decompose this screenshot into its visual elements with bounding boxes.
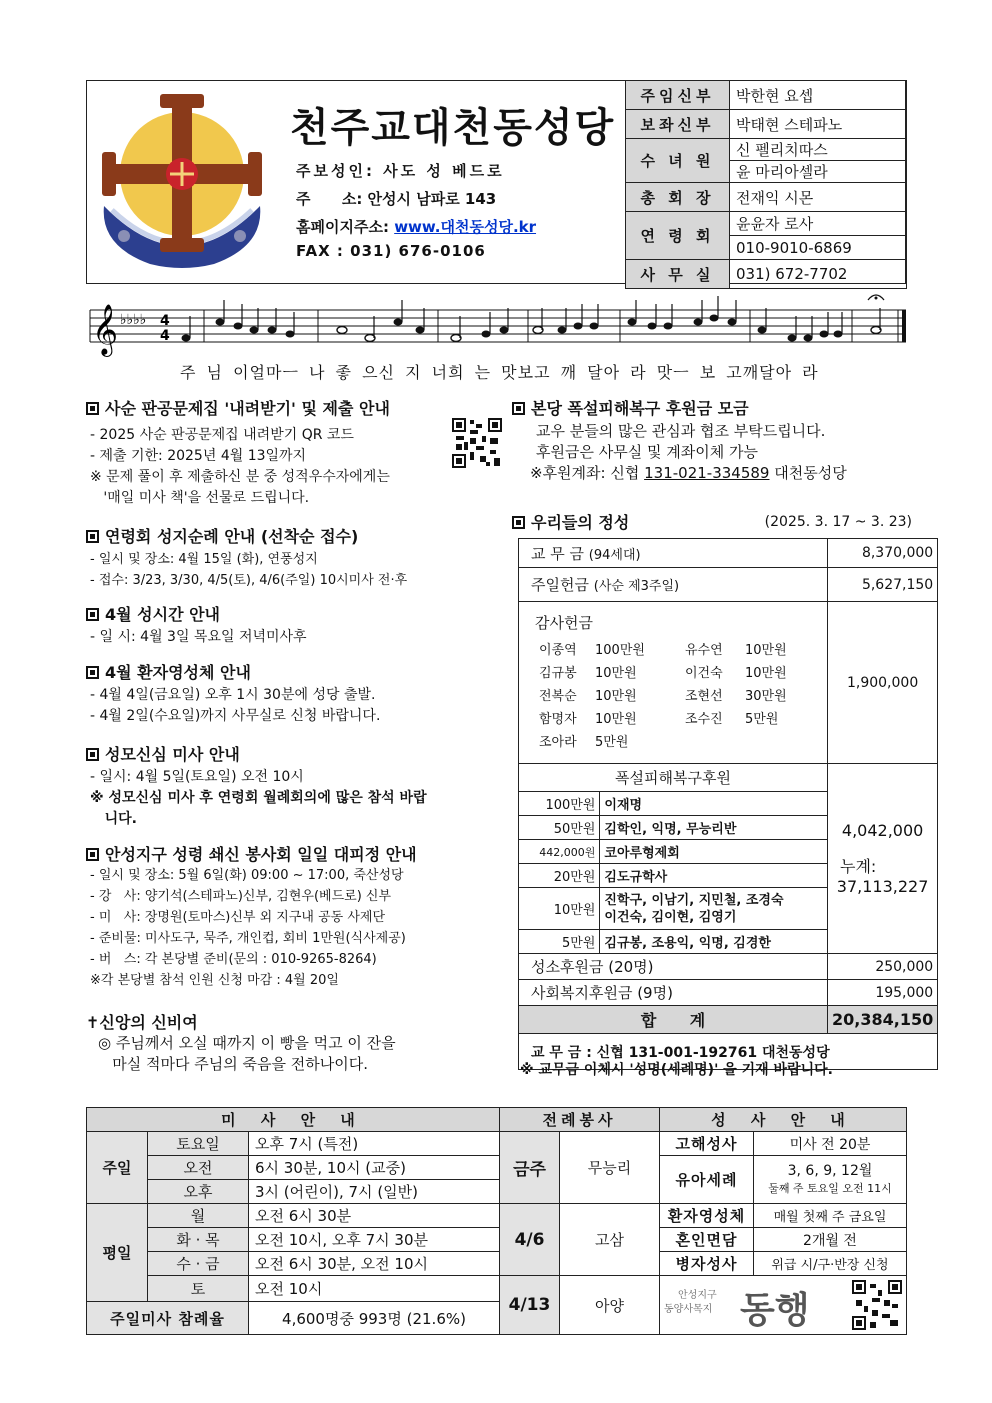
cumulative-amount: 37,113,227	[836, 877, 929, 896]
offering-row	[519, 539, 938, 568]
thanks-donors	[523, 637, 823, 754]
staff-name: 박태현 스테파노	[730, 110, 907, 139]
staff-name-2: 010-9010-6869	[730, 236, 907, 260]
liturgy-header: 전례봉사	[500, 1108, 660, 1132]
schedule-row	[87, 1204, 907, 1228]
staff-row	[626, 260, 907, 289]
donghaeng-ad-inner	[660, 1276, 906, 1334]
total-label: 합 계	[519, 1006, 828, 1034]
section-line: - 미 사: 장명원(토마스)신부 외 지구내 공동 사제단	[90, 910, 386, 925]
staff-row	[626, 212, 907, 236]
section-line: 교우 분들의 많은 관심과 협조 부탁드립니다.	[536, 422, 826, 440]
donor-amount: 10만원	[745, 643, 787, 658]
mass-day: 화 · 목	[148, 1228, 249, 1252]
sunday-amount: 5,627,150	[828, 568, 938, 602]
staff-role: 연 령 회	[626, 212, 730, 260]
staff-role: 총 회 장	[626, 183, 730, 212]
section-line: ※ 문제 풀이 후 제출하신 분 중 성적우수자에게는	[90, 469, 390, 485]
square-bullet-icon	[86, 666, 99, 679]
liturgy-group: 아양	[560, 1276, 660, 1335]
relief-amount: 20만원	[519, 864, 600, 888]
sunday-label-text: 주일헌금	[531, 576, 589, 594]
liturgy-group: 고삼	[560, 1204, 660, 1276]
sacrament-info-2: 둘째 주 토요일 오전 11시	[768, 1181, 892, 1195]
section-line: - 제출 기한: 2025년 4월 13일까지	[90, 448, 307, 464]
thanks-label: 감사헌금	[535, 614, 593, 632]
mass-time: 3시 (어린이), 7시 (일반)	[249, 1180, 500, 1204]
ad-small-text-2: 동양사목지	[664, 1304, 713, 1315]
section-line: - 버 스: 각 본당별 준비(문의 : 010-9265-8264)	[90, 952, 377, 967]
sacrament-info: 3, 6, 9, 12월	[787, 1162, 873, 1179]
address-label: 주 소:	[296, 190, 363, 208]
section-title	[86, 398, 390, 419]
mass-group-weekday: 평일	[87, 1204, 148, 1302]
staff-table	[625, 80, 907, 289]
donor-amount: 10만원	[595, 666, 637, 681]
section-line: - 일시 및 장소: 4월 15일 (화), 연풍성지	[90, 552, 318, 567]
section-line: ※ 성모신심 미사 후 연령회 월례회의에 많은 참석 바랍	[90, 790, 427, 806]
section-title	[86, 604, 307, 625]
staff-row	[626, 110, 907, 139]
qr-code-icon[interactable]	[452, 418, 502, 468]
welfare-amount: 195,000	[828, 980, 938, 1006]
offering-row	[519, 568, 938, 602]
thanks-cell	[519, 602, 828, 764]
section-line: - 2025 사순 판공문제집 내려받기 QR 코드	[90, 427, 354, 443]
donor-name: 김규봉	[539, 666, 577, 681]
church-logo-icon	[94, 86, 270, 272]
donghaeng-ad	[660, 1276, 907, 1335]
svg-text:♭♭♭♭: ♭♭♭♭	[120, 312, 147, 328]
svg-text:4: 4	[160, 328, 170, 344]
donor-name: 조아라	[539, 735, 577, 750]
sacrament-header: 성 사 안 내	[660, 1108, 907, 1132]
mass-day: 토	[148, 1276, 249, 1302]
square-bullet-icon	[86, 608, 99, 621]
donor-amount: 5만원	[595, 735, 629, 750]
section-line: - 강 사: 양기석(스테파노)신부, 김현우(베드로) 신부	[90, 889, 392, 904]
relief-names: 진학구, 이남기, 지민철, 조경숙	[604, 892, 784, 908]
section-line: 마실 적마다 주님의 죽음을 전하나이다.	[98, 1055, 368, 1073]
offering-row	[519, 602, 938, 764]
mass-day: 오전	[148, 1156, 249, 1180]
address-value: 안성시 남파로 143	[367, 190, 497, 208]
welfare-label: 사회복지후원금 (9명)	[519, 980, 828, 1006]
staff-name: 박한현 요셉	[730, 81, 907, 110]
square-bullet-icon	[86, 848, 99, 861]
section-title-text: 4월 성시간 안내	[105, 605, 221, 624]
staff-role: 사 무 실	[626, 260, 730, 289]
section-line: - 일 시: 4월 3일 목요일 저녁미사후	[90, 629, 307, 645]
staff-role: 보좌신부	[626, 110, 730, 139]
section-snow-relief	[512, 398, 847, 484]
offering-total-row	[519, 1006, 938, 1034]
offering-note: ※ 교무금 이체시 '성명(세례명)' 을 기재 바랍니다.	[520, 1062, 833, 1078]
relief-amount: 50만원	[519, 816, 600, 840]
mass-day: 수 · 금	[148, 1252, 249, 1276]
relief-amount: 100만원	[519, 792, 600, 816]
section-mystery-of-faith	[86, 1012, 396, 1075]
staff-name: 윤윤자 로사	[730, 212, 907, 236]
donor-name: 전복순	[539, 689, 577, 704]
mass-day: 오후	[148, 1180, 249, 1204]
section-line: - 4월 2일(수요일)까지 사무실로 신청 바랍니다.	[90, 708, 381, 724]
section-retreat	[86, 844, 417, 991]
donor-name: 이종역	[539, 643, 577, 658]
liturgy-date: 금주	[500, 1132, 560, 1204]
mass-time: 오전 10시	[249, 1276, 500, 1302]
mass-group-sunday: 주일	[87, 1132, 148, 1204]
section-line: 후원금은 사무실 및 계좌이체 가능	[536, 443, 758, 461]
section-title-text: 4월 환자영성체 안내	[105, 663, 251, 682]
kyomu-amount: 8,370,000	[828, 539, 938, 568]
sacrament-name: 유아세례	[660, 1156, 754, 1204]
sacrament-info: 2개월 전	[754, 1228, 907, 1252]
relief-names: 코아루형제회	[600, 840, 828, 864]
liturgy-group: 무능리	[560, 1132, 660, 1204]
song-lyrics: 주 님 이얼마ㅡ 나 좋 으신 지 너희 는 맛보고 깨 달아 라 맛ㅡ 보 고깨달아 라	[180, 363, 819, 382]
donor-name: 조수진	[685, 712, 723, 727]
section-line: ◎ 주님께서 오실 때까지 이 빵을 먹고 이 잔을	[98, 1034, 396, 1052]
relief-amount: 5만원	[519, 930, 600, 954]
homepage-link[interactable]: www.대천동성당.kr	[394, 218, 537, 236]
section-line: - 4월 4일(금요일) 오후 1시 30분에 성당 출발.	[90, 687, 376, 703]
mass-time: 오후 7시 (특전)	[249, 1132, 500, 1156]
donor-name: 조현선	[685, 689, 723, 704]
schedule-table	[86, 1107, 907, 1335]
offering-row	[519, 954, 938, 980]
cumulative-label: 누계:	[840, 857, 877, 876]
relief-total-cell	[828, 764, 938, 954]
account-line	[512, 463, 847, 484]
section-line: - 일시 및 장소: 5월 6일(화) 09:00 ~ 17:00, 죽산성당	[90, 868, 404, 883]
schedule-row	[87, 1252, 907, 1276]
section-line: - 접수: 3/23, 3/30, 4/5(토), 4/6(주일) 10시미사 전·후	[90, 573, 408, 588]
relief-total: 4,042,000	[841, 821, 924, 840]
staff-name: 031) 672-7702	[730, 260, 907, 289]
relief-names-cell	[600, 888, 828, 930]
section-title	[512, 398, 847, 419]
relief-names: 이재명	[600, 792, 828, 816]
donor-amount: 10만원	[595, 712, 637, 727]
sacrament-name: 고해성사	[660, 1132, 754, 1156]
homepage-line	[296, 216, 536, 237]
kyomu-label	[519, 539, 828, 568]
fax-line: FAX : 031) 676-0106	[296, 242, 486, 260]
ad-small-text-1: 안성지구	[678, 1290, 717, 1301]
relief-names: 김규봉, 조용익, 익명, 김경한	[600, 930, 828, 954]
offering-heading	[512, 512, 912, 533]
kyomu-label-text: 교 무 금	[531, 544, 585, 563]
mass-day: 월	[148, 1204, 249, 1228]
donor-name: 유수연	[685, 643, 723, 658]
homepage-label: 홈페이지주소:	[296, 218, 389, 236]
donor-amount: 10만원	[745, 666, 787, 681]
sunday-label	[519, 568, 828, 602]
staff-name: 신 펠리치따스	[730, 139, 907, 161]
relief-label: 폭설피해복구후원	[519, 764, 828, 792]
offering-row	[519, 980, 938, 1006]
sacrament-name: 혼인면담	[660, 1228, 754, 1252]
donor-amount: 100만원	[595, 643, 645, 658]
donor-amount: 10만원	[595, 689, 637, 704]
offering-period: (2025. 3. 17 ~ 3. 23)	[764, 514, 912, 530]
patron-saint: 주보성인: 사도 성 베드로	[296, 162, 505, 180]
staff-row	[626, 81, 907, 110]
square-bullet-icon	[512, 516, 525, 529]
section-title	[86, 744, 427, 765]
square-bullet-icon	[86, 748, 99, 761]
sunday-note: (사순 제3주일)	[593, 579, 680, 594]
section-marian-mass	[86, 744, 427, 830]
relief-amount: 442,000원	[519, 840, 600, 864]
section-title-text: 성모신심 미사 안내	[105, 745, 240, 764]
schedule-row	[87, 1156, 907, 1180]
church-title: 천주교대천동성당	[290, 105, 616, 151]
account-name: 대천동성당	[774, 464, 847, 482]
square-bullet-icon	[86, 530, 99, 543]
mass-time: 6시 30분, 10시 (교중)	[249, 1156, 500, 1180]
svg-text:4: 4	[160, 313, 170, 329]
schedule-row	[87, 1276, 907, 1302]
sacrament-name: 병자성사	[660, 1252, 754, 1276]
section-sick-communion	[86, 662, 380, 727]
section-title	[512, 512, 912, 533]
section-title-text: 연령회 성지순례 안내 (선착순 접수)	[105, 527, 359, 546]
kyomu-note: (94세대)	[588, 547, 641, 563]
mass-day: 토요일	[148, 1132, 249, 1156]
section-line: 니다.	[90, 811, 137, 827]
relief-header-row	[519, 764, 938, 792]
mass-header: 미 사 안 내	[87, 1108, 500, 1132]
staff-name-2: 윤 마리아셀라	[730, 161, 907, 183]
schedule-row	[87, 1228, 907, 1252]
sacrament-info: 매월 첫째 주 금요일	[754, 1204, 907, 1228]
sacrament-info-cell	[754, 1156, 907, 1204]
sacrament-info: 미사 전 20분	[754, 1132, 907, 1156]
section-lent-workbook	[86, 398, 390, 509]
account-label: ※후원계좌: 신협	[530, 464, 640, 482]
section-title	[86, 526, 407, 547]
donor-amount: 30만원	[745, 689, 787, 704]
section-title	[86, 662, 380, 683]
sacrament-name: 환자영성체	[660, 1204, 754, 1228]
section-title-text: 우리들의 정성	[531, 513, 630, 532]
schedule-row	[87, 1132, 907, 1156]
section-holy-hour	[86, 604, 307, 648]
staff-name: 전재익 시몬	[730, 183, 907, 212]
mass-time: 오전 10시, 오후 7시 30분	[249, 1228, 500, 1252]
ad-qr-code-icon[interactable]	[852, 1280, 902, 1330]
section-title-text: 본당 폭설피해복구 후원금 모금	[531, 399, 749, 418]
relief-names: 김학인, 익명, 무능리반	[600, 816, 828, 840]
account-number: 131-021-334589	[644, 464, 770, 482]
svg-text:𝄞: 𝄞	[92, 304, 119, 355]
attendance-label: 주일미사 참례율	[87, 1302, 249, 1335]
liturgy-date: 4/6	[500, 1204, 560, 1276]
offering-table	[518, 538, 938, 1070]
address-line	[296, 188, 496, 209]
staff-role: 주임신부	[626, 81, 730, 110]
schedule-header-row	[87, 1108, 907, 1132]
section-title-text: 안성지구 성령 쇄신 봉사회 일일 대피정 안내	[105, 845, 417, 864]
section-title: ✝신앙의 신비여	[86, 1013, 198, 1032]
staff-row	[626, 139, 907, 161]
total-amount: 20,384,150	[828, 1006, 938, 1034]
donor-name: 함명자	[539, 712, 577, 727]
relief-names-2: 이건숙, 김이현, 김영기	[604, 909, 737, 925]
section-pilgrimage	[86, 526, 407, 591]
donor-amount: 5만원	[745, 712, 779, 727]
section-title	[86, 844, 417, 865]
seongso-label: 성소후원금 (20명)	[519, 954, 828, 980]
sacrament-info: 위급 시/구·반장 신청	[754, 1252, 907, 1276]
ad-big-text: 동행	[740, 1289, 810, 1331]
donor-name: 이건숙	[685, 666, 723, 681]
staff-role: 수 녀 원	[626, 139, 730, 183]
section-line: '매일 미사 책'을 선물로 드립니다.	[90, 490, 310, 506]
relief-amount: 10만원	[519, 888, 600, 930]
attendance-value: 4,600명중 993명 (21.6%)	[249, 1302, 500, 1335]
section-line: - 일시: 4월 5일(토요일) 오전 10시	[90, 769, 304, 785]
staff-row	[626, 183, 907, 212]
square-bullet-icon	[512, 402, 525, 415]
section-line: ※각 본당별 참석 인원 신청 마감 : 4월 20일	[90, 973, 339, 988]
section-line: - 준비물: 미사도구, 묵주, 개인컵, 회비 1만원(식사제공)	[90, 931, 406, 946]
mass-time: 오전 6시 30분	[249, 1204, 500, 1228]
seongso-amount: 250,000	[828, 954, 938, 980]
square-bullet-icon	[86, 402, 99, 415]
relief-names: 김도규학사	[600, 864, 828, 888]
kyomu-account: 교 무 금 : 신협 131-001-192761 대천동성당	[519, 1034, 938, 1070]
section-title-text: 사순 판공문제집 '내려받기' 및 제출 안내	[105, 399, 390, 418]
mass-time: 오전 6시 30분, 오전 10시	[249, 1252, 500, 1276]
liturgy-date: 4/13	[500, 1276, 560, 1335]
thanks-amount: 1,900,000	[828, 602, 938, 764]
